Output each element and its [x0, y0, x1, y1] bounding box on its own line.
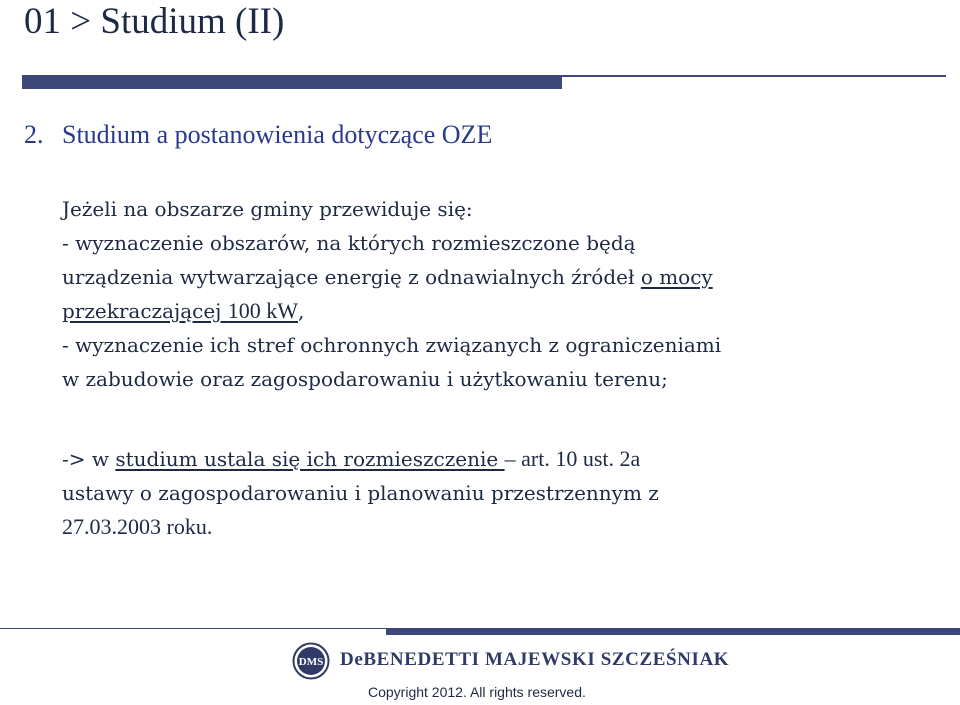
power-threshold-underlined-a: o mocy	[640, 265, 713, 289]
p1-line-5: - wyznaczenie ich stref ochronnych związanych z ograniczeniami	[62, 333, 722, 357]
paragraph-conclusion	[62, 442, 942, 544]
dms-seal-icon	[292, 642, 330, 680]
p1-line-3-text: urządzenia wytwarzające energię z odnawialnych źródeł	[62, 265, 641, 289]
heading-number: 2.	[24, 120, 44, 149]
p1-line-2: - wyznaczenie obszarów, na których rozmieszczone będą	[62, 231, 636, 255]
title-accent-bar	[22, 75, 562, 89]
p2-line-2: ustawy o zagospodarowaniu i planowaniu przestrzennym z	[62, 481, 659, 505]
p2-line-3: 27.03.2003 roku.	[62, 514, 213, 539]
heading-text: Studium a postanowienia dotyczące OZE	[62, 120, 493, 149]
slide-title: 01 > Studium (II)	[24, 1, 285, 42]
p1-line-6: w zabudowie oraz zagospodarowaniu i użytkowaniu terenu;	[62, 367, 668, 391]
section-heading	[24, 118, 492, 152]
p1-line-1: Jeżeli na obszarze gminy przewiduje się:	[62, 197, 473, 221]
copyright-notice: Copyright 2012. All rights reserved.	[368, 684, 586, 700]
studium-underlined: studium ustala się ich rozmieszczenie	[115, 447, 505, 471]
p2-line-1	[62, 442, 942, 476]
power-threshold-underlined-b: przekraczającej	[62, 299, 228, 323]
footer-accent-bar	[386, 628, 960, 635]
power-value-underlined: 100 kW	[227, 298, 298, 323]
p2-arrow-text: -> w	[62, 447, 116, 471]
company-name: DeBENEDETTI MAJEWSKI SZCZEŚNIAK	[340, 649, 730, 670]
p1-line-4	[62, 294, 942, 328]
paragraph-conditions	[62, 192, 942, 396]
p1-line-4-comma: ,	[298, 299, 305, 323]
article-reference: – art. 10 ust. 2a	[504, 446, 641, 471]
company-logo	[292, 642, 730, 680]
p1-line-3	[62, 260, 942, 294]
logo-seal-text: DMS	[298, 656, 324, 668]
